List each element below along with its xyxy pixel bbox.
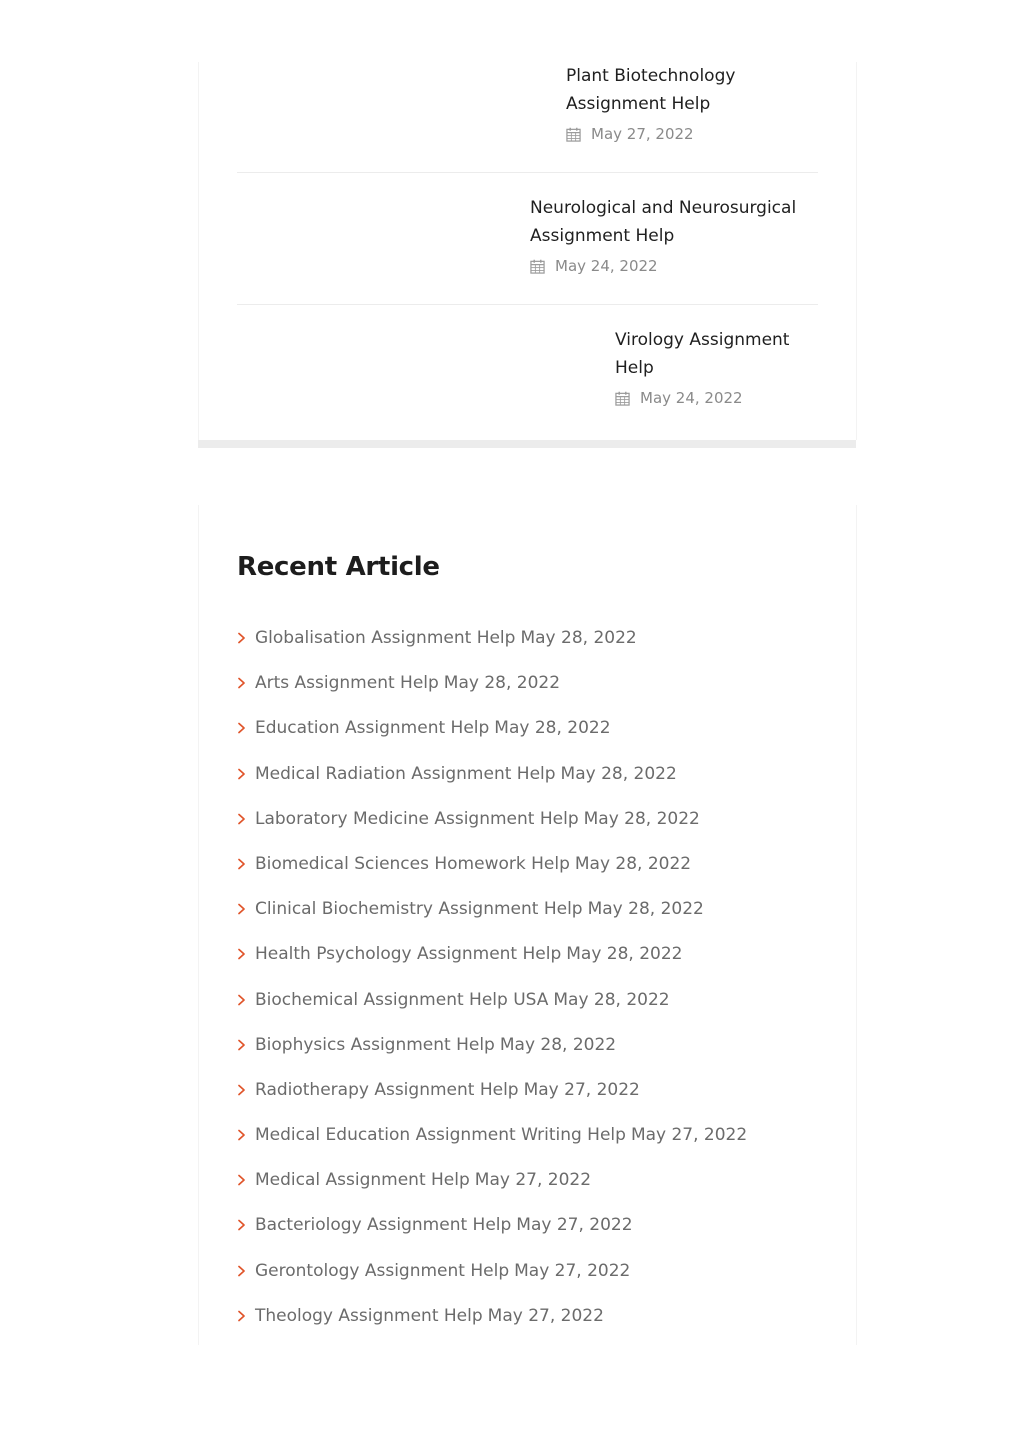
post-title-link[interactable]: Neurological and Neurosurgical Assignment Help — [530, 198, 797, 246]
chevron-right-icon — [237, 858, 246, 870]
recent-article-date: May 28, 2022 — [560, 763, 677, 784]
chevron-right-icon — [237, 903, 246, 915]
recent-article-item — [237, 1210, 837, 1255]
post-date-text: May 27, 2022 — [591, 125, 694, 143]
chevron-right-icon — [237, 722, 246, 734]
recent-article-link[interactable]: Laboratory Medicine Assignment Help — [255, 808, 579, 829]
recent-article-item — [237, 668, 837, 713]
recent-article-link[interactable]: Education Assignment Help — [255, 718, 490, 739]
recent-article-link[interactable]: Medical Assignment Help — [255, 1170, 470, 1191]
post-date — [615, 387, 825, 409]
recent-article-link[interactable]: Biochemical Assignment Help USA — [255, 989, 549, 1010]
post-date — [530, 255, 820, 277]
recent-article-item — [237, 849, 837, 894]
recent-article-item — [237, 759, 837, 804]
chevron-right-icon — [237, 1084, 246, 1096]
recent-article-link[interactable]: Clinical Biochemistry Assignment Help — [255, 899, 583, 920]
recent-article-item — [237, 939, 837, 984]
post-date-text: May 24, 2022 — [640, 389, 743, 407]
recent-article-date: May 28, 2022 — [587, 899, 704, 920]
recent-article-date: May 28, 2022 — [494, 718, 611, 739]
recent-article-link[interactable]: Globalisation Assignment Help — [255, 628, 516, 648]
popular-posts-widget — [198, 62, 857, 440]
recent-article-link[interactable]: Bacteriology Assignment Help — [255, 1215, 512, 1236]
chevron-right-icon — [237, 1039, 246, 1051]
recent-article-link[interactable]: Health Psychology Assignment Help — [255, 944, 562, 965]
recent-article-link[interactable]: Medical Radiation Assignment Help — [255, 763, 556, 784]
recent-article-date: May 27, 2022 — [474, 1170, 592, 1191]
chevron-right-icon — [237, 994, 246, 1006]
recent-article-date: May 28, 2022 — [574, 853, 692, 874]
recent-article-date: May 28, 2022 — [566, 944, 683, 965]
recent-article-date: May 28, 2022 — [553, 989, 670, 1010]
recent-article-link[interactable]: Medical Education Assignment Writing Help — [255, 1125, 626, 1146]
recent-article-link[interactable]: Radiotherapy Assignment Help — [255, 1079, 519, 1100]
recent-article-heading: Recent Article — [237, 552, 440, 582]
recent-article-date: May 27, 2022 — [523, 1079, 640, 1100]
recent-article-item — [237, 1256, 837, 1301]
recent-article-link[interactable]: Gerontology Assignment Help — [255, 1260, 510, 1281]
chevron-right-icon — [237, 632, 246, 644]
chevron-right-icon — [237, 677, 246, 689]
recent-article-date: May 28, 2022 — [583, 808, 700, 829]
recent-article-link[interactable]: Biomedical Sciences Homework Help — [255, 853, 570, 874]
chevron-right-icon — [237, 1310, 246, 1322]
recent-article-item — [237, 985, 837, 1030]
calendar-icon — [615, 391, 630, 406]
post-date — [566, 123, 821, 145]
chevron-right-icon — [237, 1265, 246, 1277]
chevron-right-icon — [237, 768, 246, 780]
recent-article-date: May 28, 2022 — [520, 628, 637, 648]
chevron-right-icon — [237, 1174, 246, 1186]
recent-article-item — [237, 894, 837, 939]
chevron-right-icon — [237, 1129, 246, 1141]
post-date-text: May 24, 2022 — [555, 257, 658, 275]
widget-divider — [198, 440, 856, 448]
recent-article-date: May 28, 2022 — [499, 1034, 617, 1055]
post-title-link[interactable]: Virology Assignment Help — [615, 330, 790, 378]
calendar-icon — [566, 127, 581, 142]
chevron-right-icon — [237, 813, 246, 825]
recent-article-item — [237, 804, 837, 849]
recent-article-item — [237, 1165, 837, 1210]
recent-article-link[interactable]: Theology Assignment Help — [255, 1305, 483, 1326]
recent-article-widget — [198, 505, 857, 1345]
recent-article-item — [237, 1075, 837, 1120]
recent-article-date: May 27, 2022 — [630, 1125, 748, 1146]
recent-article-item — [237, 1301, 837, 1346]
recent-article-item — [237, 623, 837, 668]
recent-article-item — [237, 1030, 837, 1075]
recent-article-item — [237, 1120, 837, 1165]
post-thumbnail[interactable] — [237, 326, 597, 396]
post-item — [237, 194, 818, 305]
post-item — [237, 326, 818, 406]
recent-article-date: May 27, 2022 — [514, 1260, 631, 1281]
recent-article-link[interactable]: Biophysics Assignment Help — [255, 1034, 495, 1055]
recent-article-list — [237, 623, 837, 1346]
chevron-right-icon — [237, 948, 246, 960]
recent-article-date: May 27, 2022 — [516, 1215, 633, 1236]
calendar-icon — [530, 259, 545, 274]
post-thumbnail[interactable] — [237, 194, 512, 294]
recent-article-link[interactable]: Arts Assignment Help — [255, 673, 439, 694]
post-thumbnail[interactable] — [237, 62, 547, 162]
post-title-link[interactable]: Plant Biotechnology Assignment Help — [566, 66, 736, 114]
recent-article-date: May 27, 2022 — [487, 1305, 604, 1326]
recent-article-date: May 28, 2022 — [443, 673, 561, 694]
post-item — [237, 62, 818, 173]
recent-article-item — [237, 713, 837, 758]
chevron-right-icon — [237, 1219, 246, 1231]
